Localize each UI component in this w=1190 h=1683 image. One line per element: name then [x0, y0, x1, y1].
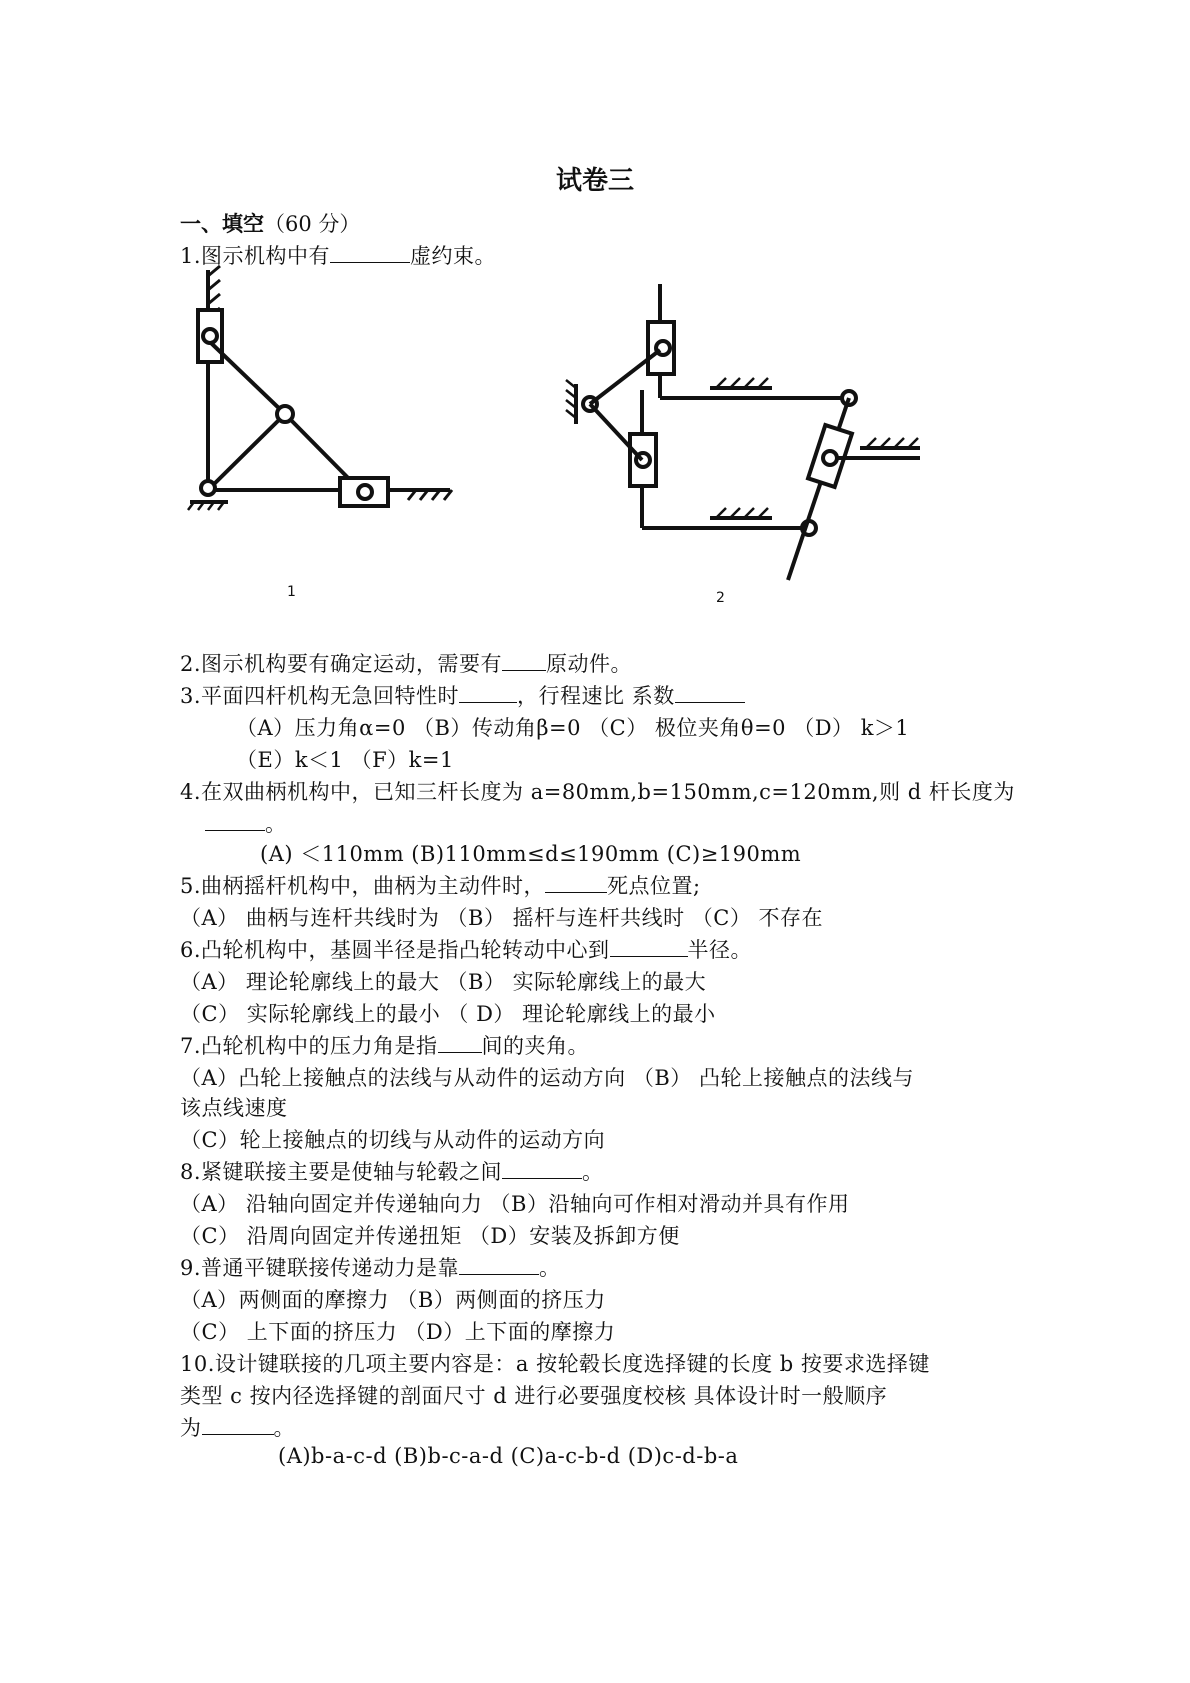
answer-blank[interactable]: [675, 682, 745, 703]
question-7: 7.凸轮机构中的压力角是指 间的夹角。: [180, 1034, 590, 1058]
question-8-options-2: （C） 沿周向固定并传递扭矩 （D）安装及拆卸方便: [180, 1224, 680, 1248]
mechanism-figure-2: [560, 280, 940, 600]
question-7-option-c: （C）轮上接触点的切线与从动件的运动方向: [180, 1128, 606, 1152]
page-title: 试卷三: [555, 166, 634, 196]
question-9-options-2: （C） 上下面的挤压力 （D）上下面的摩擦力: [180, 1320, 616, 1344]
question-3-options-2: （E）k＜1 （F）k=1: [236, 748, 454, 772]
answer-blank[interactable]: [202, 1414, 274, 1435]
question-3-options-1: （A）压力角α=0 （B）传动角β=0 （C） 极位夹角θ=0 （D） k＞1: [236, 716, 910, 740]
question-5: 5.曲柄摇杆机构中，曲柄为主动件时， 死点位置;: [180, 874, 701, 898]
mechanism-figure-1: [180, 262, 480, 532]
answer-blank[interactable]: [502, 1158, 582, 1179]
question-2: 2.图示机构要有确定运动，需要有 原动件。: [180, 652, 633, 676]
section-title: 一、填空: [180, 212, 264, 236]
fixed-pivot: [201, 481, 215, 495]
link-upper: [210, 342, 285, 414]
question-7-option-a: （A）凸轮上接触点的法线与从动件的运动方向 （B） 凸轮上接触点的法线与: [180, 1066, 914, 1090]
question-10-line-3: 为 。: [180, 1416, 295, 1440]
question-5-options: （A） 曲柄与连杆共线时为 （B） 摇杆与连杆共线时 （C） 不存在: [180, 906, 824, 930]
question-4-line-2: 。: [205, 808, 287, 838]
question-4-options: (A) ＜110mm (B)110mm≤d≤190mm (C)≥190mm: [260, 842, 802, 866]
pin-joint-slider: [358, 485, 372, 499]
answer-blank[interactable]: [438, 1032, 482, 1053]
question-8-options-1: （A） 沿轴向固定并传递轴向力 （B）沿轴向可作相对滑动并具有作用: [180, 1192, 850, 1216]
answer-blank[interactable]: [502, 650, 546, 671]
answer-blank[interactable]: [545, 872, 607, 893]
inclined-link: [788, 398, 849, 580]
answer-blank[interactable]: [459, 1254, 539, 1275]
answer-blank[interactable]: [330, 242, 410, 263]
figure-2-label: 2: [716, 590, 725, 606]
answer-blank[interactable]: [205, 810, 265, 831]
question-9: 9.普通平键联接传递动力是靠 。: [180, 1256, 561, 1280]
question-10: 10.设计键联接的几项主要内容是：a 按轮毂长度选择键的长度 b 按要求选择键: [180, 1352, 930, 1376]
pin-joint: [203, 329, 217, 343]
answer-blank[interactable]: [459, 682, 517, 703]
pin-joint: [823, 451, 837, 465]
question-1: 1.图示机构中有 虚约束。: [180, 244, 497, 268]
question-3: 3.平面四杆机构无急回特性时 ，行程速比 系数: [180, 680, 745, 710]
question-6-options-1: （A） 理论轮廓线上的最大 （B） 实际轮廓线上的最大: [180, 970, 707, 994]
question-6: 6.凸轮机构中，基圆半径是指凸轮转动中心到 半径。: [180, 938, 753, 962]
question-8: 8.紧键联接主要是使轴与轮毂之间 。: [180, 1160, 604, 1184]
question-10-options: (A)b-a-c-d (B)b-c-a-d (C)a-c-b-d (D)c-d-b-a: [278, 1444, 739, 1468]
question-10-line-2: 类型 c 按内径选择键的剖面尺寸 d 进行必要强度校核 具体设计时一般顺序: [180, 1384, 888, 1408]
question-4: 4.在双曲柄机构中，已知三杆长度为 a=80mm,b=150mm,c=120mm,则 d 杆长度为: [180, 780, 1015, 804]
figure-1-label: 1: [287, 584, 296, 600]
answer-blank[interactable]: [610, 936, 688, 957]
pin-joint-middle: [277, 406, 293, 422]
section-heading: [180, 208, 360, 238]
crank-upper: [590, 350, 660, 404]
question-6-options-2: （C） 实际轮廓线上的最小 （ D） 理论轮廓线上的最小: [180, 1002, 716, 1026]
question-7-option-a-cont: 该点线速度: [180, 1096, 288, 1120]
section-points: （60 分）: [264, 212, 361, 236]
question-9-options-1: （A）两侧面的摩擦力 （B）两侧面的挤压力: [180, 1288, 606, 1312]
link-lower: [208, 414, 285, 490]
